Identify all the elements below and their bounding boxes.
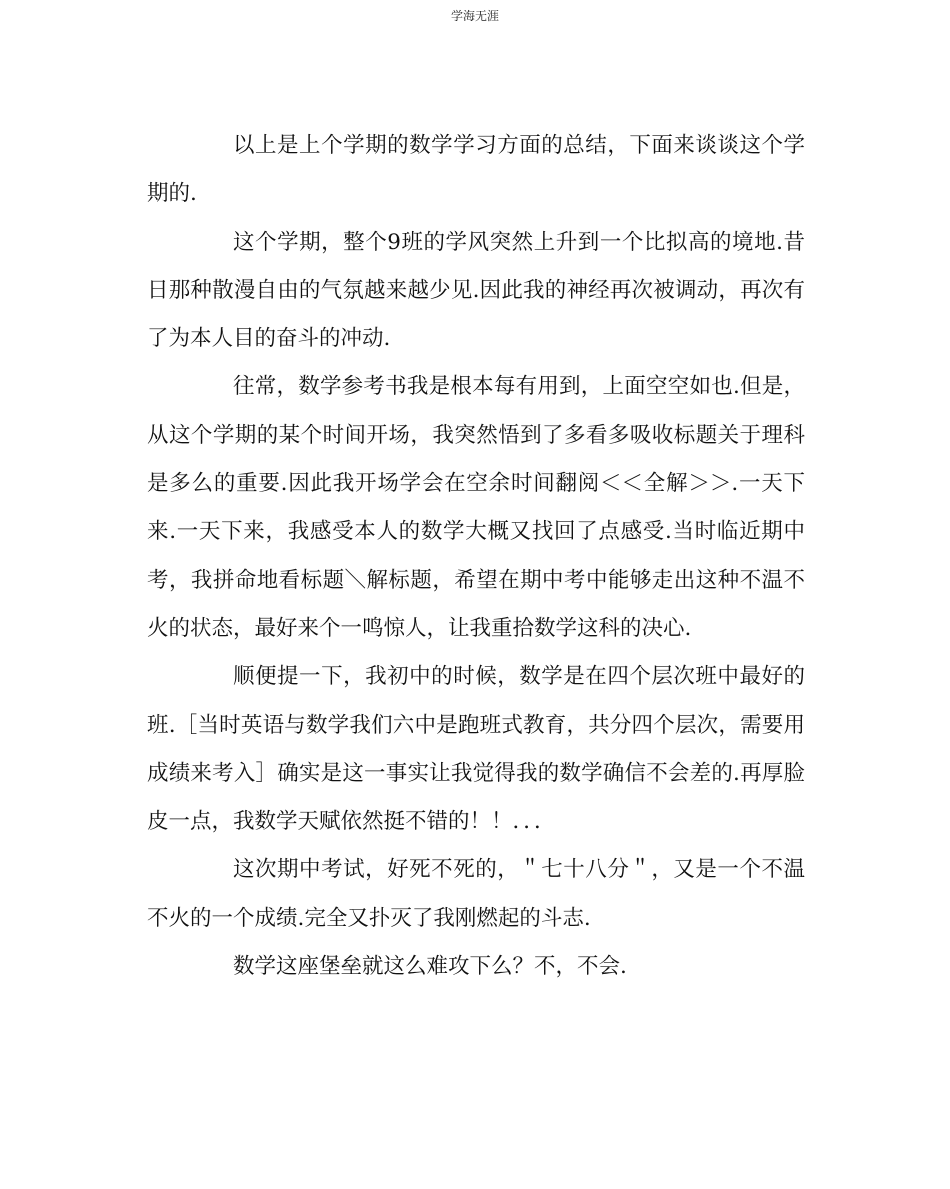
paragraph-middle-school: 顺便提一下，我初中的时候，数学是在四个层次班中最好的班.［当时英语与数学我们六中是跑班式教育，共分四个层次，需要用成绩来考入］确实是这一事实让我觉得我的数学确信不会差的.再厚脸皮一点，我数学天赋依然挺不错的！！．．． <box>147 664 805 835</box>
paragraph-conclusion: 数学这座堡垒就这么难攻下么？不，不会. <box>233 954 627 980</box>
paragraph-midterm-score: 这次期中考试，好死不死的，＂七十八分＂，又是一个不温不火的一个成绩.完全又扑灭了我刚燃起的斗志. <box>147 857 805 931</box>
page-header: 学海无涯 <box>450 9 499 23</box>
paragraph-summary-intro: 以上是上个学期的数学学习方面的总结，下面来谈谈这个学期的. <box>147 133 805 207</box>
paragraph-reference-books: 往常，数学参考书我是根本每有用到，上面空空如也.但是，从这个学期的某个时间开场，我突然悟到了多看多吸收标题关于理科是多么的重要.因此我开场学会在空余时间翻阅＜＜全解＞＞.一天下来.一天下来，我感受本人的数学大概又找回了点感受.当时临近期中考，我拼命地看标题＼解标题，希望在期中考中能够走出这种不温不火的状态，最好来个一鸣惊人，让我重拾数学这科的决心. <box>147 374 805 641</box>
paragraph-class-atmosphere: 这个学期，整个9班的学风突然上升到一个比拟高的境地.昔日那种散漫自由的气氛越来越少见.因此我的神经再次被调动，再次有了为本人目的奋斗的冲动. <box>147 229 805 352</box>
document-body <box>147 122 805 991</box>
